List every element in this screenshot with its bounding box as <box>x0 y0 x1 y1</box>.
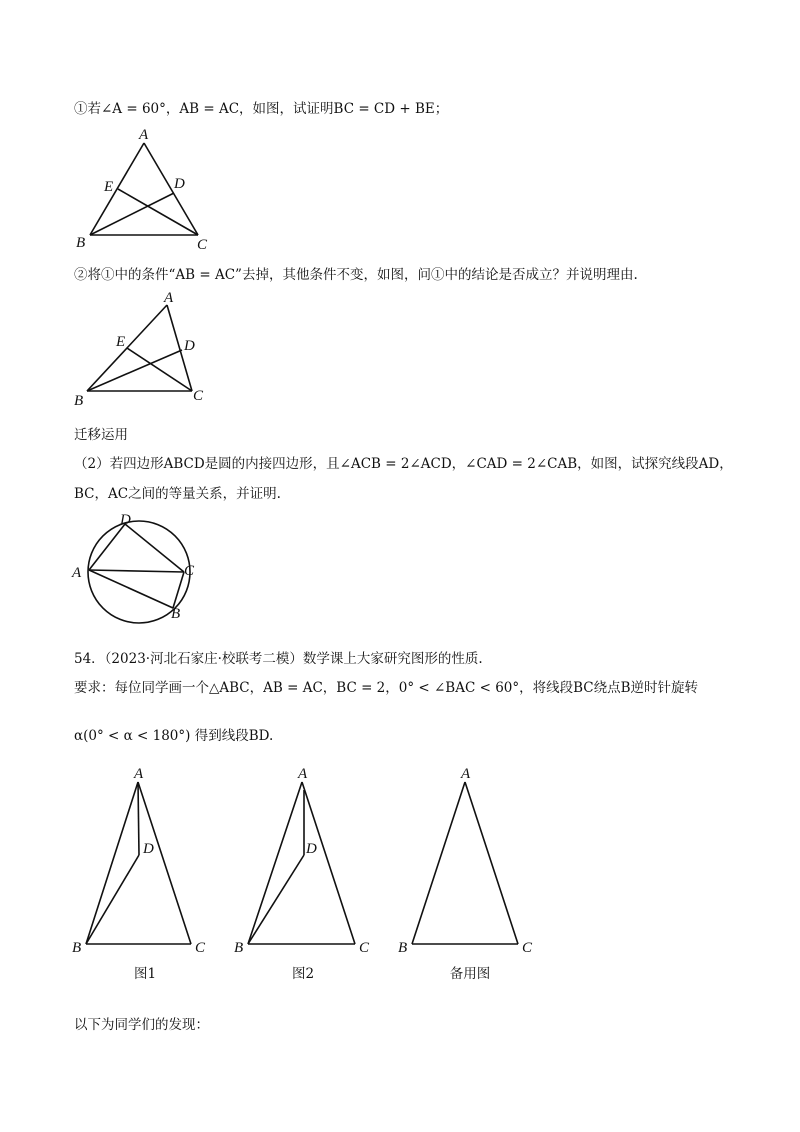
figure-54-1-caption: 图1 <box>133 966 157 982</box>
segment-ab <box>89 570 173 608</box>
side-ac <box>138 782 191 944</box>
segment-bd <box>248 855 304 944</box>
label-a: A <box>298 766 308 782</box>
question-2-text: ②将①中的条件“AB = AC”去掉，其他条件不变，如图，问①中的结论是否成立？并说明理由. <box>74 267 638 283</box>
label-a: A <box>72 565 82 581</box>
segment-ac <box>89 570 184 572</box>
label-a: A <box>139 127 149 143</box>
label-d: D <box>306 841 317 857</box>
segment-ad <box>138 782 139 855</box>
problem-54-requirement-line-2: α(0° < α < 180°) 得到线段BD. <box>74 728 274 744</box>
segment-bd <box>87 350 182 391</box>
figure-scalene-triangle <box>74 288 224 413</box>
figure-54-2 <box>234 762 379 962</box>
label-b: B <box>171 606 181 622</box>
figure-54-spare-caption: 备用图 <box>449 966 491 982</box>
figure-cyclic-quadrilateral <box>70 512 210 632</box>
side-ac <box>465 782 518 944</box>
label-a: A <box>461 766 471 782</box>
segment-bc <box>173 572 184 608</box>
figure-equilateral-triangle <box>76 125 246 253</box>
label-b: B <box>234 940 244 956</box>
label-b: B <box>72 940 82 956</box>
figure-54-2-caption: 图2 <box>291 966 315 982</box>
section-heading-transfer: 迁移运用 <box>74 427 128 443</box>
label-d: D <box>143 841 154 857</box>
segment-dc <box>125 524 184 572</box>
label-a: A <box>134 766 144 782</box>
label-c: C <box>522 940 533 956</box>
side-ac <box>144 143 198 235</box>
label-e: E <box>104 179 114 195</box>
side-ab <box>248 782 302 944</box>
label-a: A <box>164 290 174 306</box>
problem-54-header: 54．（2023·河北石家庄·校联考二模）数学课上大家研究图形的性质. <box>74 651 483 667</box>
label-b: B <box>74 393 84 409</box>
label-b: B <box>398 940 408 956</box>
label-c: C <box>184 563 195 579</box>
side-ab <box>412 782 465 944</box>
question-1-text: ①若∠A = 60°，AB = AC，如图，试证明BC = CD + BE； <box>74 101 449 117</box>
label-e: E <box>116 334 126 350</box>
question-transfer-line-1: （2）若四边形ABCD是圆的内接四边形，且∠ACB = 2∠ACD，∠CAD = 2∠CAB，如图，试探究线段AD， <box>74 456 733 472</box>
side-ac <box>302 782 355 944</box>
question-transfer-line-2: BC，AC之间的等量关系，并证明. <box>74 486 281 502</box>
problem-54-requirement-line-1: 要求：每位同学画一个△ABC，AB = AC，BC = 2，0° < ∠BAC < 60°，将线段BC绕点B逆时针旋转 <box>74 680 699 696</box>
figure-54-spare <box>398 762 543 962</box>
figure-54-1 <box>72 762 217 962</box>
label-c: C <box>359 940 370 956</box>
segment-ce <box>118 189 198 235</box>
segment-bd <box>86 855 139 944</box>
label-c: C <box>193 388 204 404</box>
findings-intro: 以下为同学们的发现： <box>74 1017 209 1033</box>
label-d: D <box>184 338 195 354</box>
label-d: D <box>174 176 185 192</box>
label-b: B <box>76 235 86 251</box>
side-ab <box>86 782 138 944</box>
label-c: C <box>197 237 208 253</box>
label-d: D <box>120 512 131 528</box>
label-c: C <box>195 940 206 956</box>
